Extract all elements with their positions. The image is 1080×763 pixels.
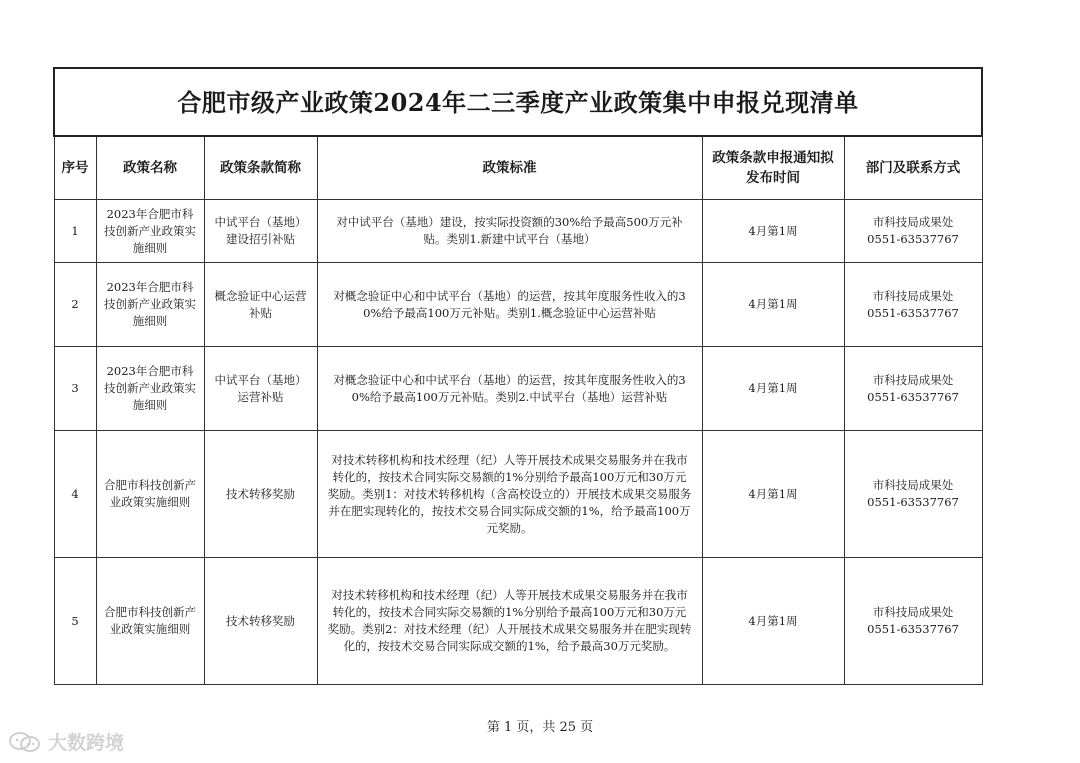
row-number: 3 xyxy=(54,347,96,431)
release-time-cell: 4月第1周 xyxy=(702,558,844,685)
release-time-cell: 4月第1周 xyxy=(702,347,844,431)
column-header-clause: 政策条款简称 xyxy=(204,136,317,200)
clause-cell: 中试平台（基地）建设招引补贴 xyxy=(204,200,317,263)
department-phone: 0551-63537767 xyxy=(867,389,959,404)
page-number: 第 1 页，共 25 页 xyxy=(486,720,594,735)
standard-cell: 对中试平台（基地）建设，按实际投资额的30%给予最高500万元补贴。类别1.新建中试平台（基地） xyxy=(317,200,702,263)
department-phone: 0551-63537767 xyxy=(867,622,959,636)
clause-cell: 技术转移奖励 xyxy=(204,558,317,685)
standard-cell: 对技术转移机构和技术经理（纪）人等开展技术成果交易服务并在我市转化的，按技术合同实际交易额的1%分别给予最高100万元和30万元奖励。类别1：对技术转移机构（含高校设立的）开展技术成果交易服务并在肥实现转化的，按技术交易合同实际成交额的1%，给予最高100万元奖励。 xyxy=(317,431,702,558)
table-row xyxy=(54,558,982,685)
standard-cell: 对概念验证中心和中试平台（基地）的运营，按其年度服务性收入的30%给予最高100万元补贴。类别1.概念验证中心运营补贴 xyxy=(317,263,702,347)
department-name: 市科技局成果处 xyxy=(872,478,954,492)
wechat-style-logo-icon xyxy=(8,731,42,753)
policy-table xyxy=(53,67,983,685)
department-cell xyxy=(844,200,982,263)
department-cell xyxy=(844,558,982,685)
row-number: 2 xyxy=(54,263,96,347)
clause-cell: 中试平台（基地）运营补贴 xyxy=(204,347,317,431)
column-header-no: 序号 xyxy=(54,136,96,200)
table-row xyxy=(54,263,982,347)
department-name: 市科技局成果处 xyxy=(872,372,954,387)
column-header-release-time: 政策条款申报通知拟发布时间 xyxy=(702,136,844,200)
department-name: 市科技局成果处 xyxy=(872,288,954,303)
release-time-cell: 4月第1周 xyxy=(702,200,844,263)
department-name: 市科技局成果处 xyxy=(872,605,954,619)
row-number: 4 xyxy=(54,431,96,558)
release-time-cell: 4月第1周 xyxy=(702,431,844,558)
department-name: 市科技局成果处 xyxy=(872,215,954,229)
column-header-policy-name: 政策名称 xyxy=(96,136,204,200)
watermark xyxy=(8,728,124,755)
header-row xyxy=(54,136,982,200)
policy-name-cell: 合肥市科技创新产业政策实施细则 xyxy=(96,431,204,558)
table-row xyxy=(54,431,982,558)
policy-name-cell: 合肥市科技创新产业政策实施细则 xyxy=(96,558,204,685)
policy-name-cell: 2023年合肥市科技创新产业政策实施细则 xyxy=(96,200,204,263)
policy-name-cell: 2023年合肥市科技创新产业政策实施细则 xyxy=(96,263,204,347)
watermark-text: 大数跨境 xyxy=(48,732,125,754)
department-cell xyxy=(844,263,982,347)
department-cell xyxy=(844,347,982,431)
column-header-standard: 政策标准 xyxy=(317,136,702,200)
standard-cell: 对概念验证中心和中试平台（基地）的运营，按其年度服务性收入的30%给予最高100万元补贴。类别2.中试平台（基地）运营补贴 xyxy=(317,347,702,431)
title-row xyxy=(54,68,982,136)
release-time-cell: 4月第1周 xyxy=(702,263,844,347)
standard-cell: 对技术转移机构和技术经理（纪）人等开展技术成果交易服务并在我市转化的，按技术合同实际交易额的1%分别给予最高100万元和30万元奖励。类别2：对技术经理（纪）人开展技术成果交易服务并在肥实现转化的，按技术交易合同实际成交额的1%，给予最高30万元奖励。 xyxy=(317,558,702,685)
department-phone: 0551-63537767 xyxy=(867,305,959,320)
column-header-department: 部门及联系方式 xyxy=(844,136,982,200)
row-number: 1 xyxy=(54,200,96,263)
table-row xyxy=(54,347,982,431)
department-phone: 0551-63537767 xyxy=(867,232,959,246)
department-cell xyxy=(844,431,982,558)
clause-cell: 概念验证中心运营补贴 xyxy=(204,263,317,347)
row-number: 5 xyxy=(54,558,96,685)
document-title: 合肥市级产业政策2024年二三季度产业政策集中申报兑现清单 xyxy=(54,68,982,136)
clause-cell: 技术转移奖励 xyxy=(204,431,317,558)
policy-name-cell: 2023年合肥市科技创新产业政策实施细则 xyxy=(96,347,204,431)
department-phone: 0551-63537767 xyxy=(867,495,959,509)
table-row xyxy=(54,200,982,263)
